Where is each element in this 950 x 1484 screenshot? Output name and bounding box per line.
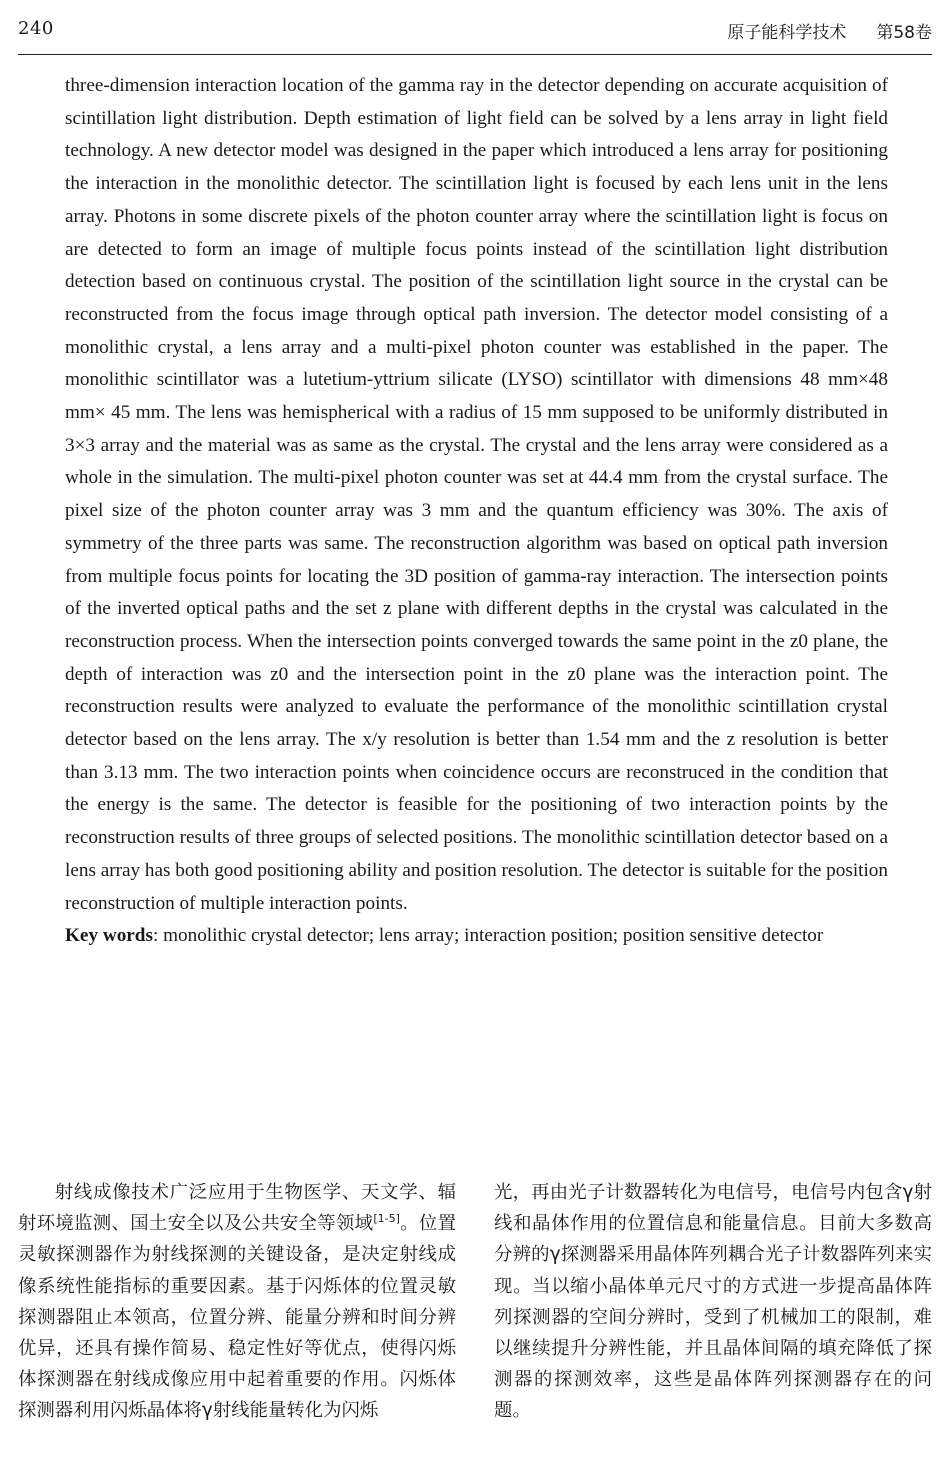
keywords-list: monolithic crystal detector; lens array; interaction position; position sensitive detector (163, 925, 824, 947)
body-columns (18, 1177, 932, 1427)
journal-title (727, 18, 932, 43)
keywords-line (65, 920, 888, 953)
intro-paragraph-continued: 光，再由光子计数器转化为电信号，电信号内包含γ射线和晶体作用的位置信息和能量信息。目前大多数高分辨的γ探测器采用晶体阵列耦合光子计数器阵列来实现。当以缩小晶体单元尺寸的方式进一步提高晶体阵列探测器的空间分辨时，受到了机械加工的限制，难以继续提升分辨性能，并且晶体间隔的填充降低了探测器的探测效率，这些是晶体阵列探测器存在的问题。 (494, 1182, 932, 1422)
keywords-label: Key words (65, 925, 153, 947)
journal-volume: 第58卷 (876, 23, 932, 43)
right-column (494, 1177, 932, 1427)
citation-reference: [1-5] (373, 1212, 400, 1226)
abstract-body: three-dimension interaction location of the gamma ray in the detector depending on accurate acquisition of scintillation light distribution. Depth estimation of light field can be solved by a lens array in light field technology. A new detector model was designed in the paper which introduced a lens array for positioning the interaction in the monolithic detector. The scintillation light is focused by each lens unit in the lens array. Photons in some discrete pixels of the photon counter array where the scintillation light is focus on are detected to form an image of multiple focus points instead of the scintillation light distribution detection based on continuous crystal. The position of the scintillation light source in the crystal can be reconstructed from the focus image through optical path inversion. The detector model consisting of a monolithic crystal, a lens array and a multi-pixel photon counter was established in the paper. The monolithic scintillator was a lutetium-yttrium silicate (LYSO) scintillator with dimensions 48 mm×48 mm× 45 mm. The lens was hemispherical with a radius of 15 mm supposed to be uniformly distributed in 3×3 array and the material was as same as the crystal. The crystal and the lens array were considered as a whole in the simulation. The multi-pixel photon counter was set at 44.4 mm from the crystal surface. The pixel size of the photon counter array was 3 mm and the quantum efficiency was 30%. The axis of symmetry of the three parts was same. The reconstruction algorithm was based on optical path inversion from multiple focus points for locating the 3D position of gamma-ray interaction. The intersection points of the inverted optical paths and the set z plane with different depths in the crystal was calculated in the reconstruction process. When the intersection points converged towards the same point in the z0 plane, the depth of interaction was z0 and the intersection point in the z0 plane was the interaction point. The reconstruction results were analyzed to evaluate the performance of the monolithic scintillation crystal detector based on the lens array. The x/y resolution is better than 1.54 mm and the z resolution is better than 3.13 mm. The two interaction points when coincidence occurs are reconstruced in the condition that the energy is the same. The detector is feasible for the positioning of two interaction points by the reconstruction results of three groups of selected positions. The monolithic scintillation detector based on a lens array has both good positioning ability and position resolution. The detector is suitable for the position reconstruction of multiple interaction points. (65, 75, 888, 914)
left-column (18, 1177, 456, 1427)
english-abstract (65, 70, 888, 953)
intro-text-part1: 射线成像技术广泛应用于生物医学、天文学、辐射环境监测、国土安全以及公共安全等领域 (18, 1182, 456, 1235)
running-header (18, 14, 932, 55)
journal-name: 原子能科学技术 (727, 23, 847, 43)
keywords-separator: : (152, 925, 159, 947)
page-number: 240 (18, 18, 54, 39)
intro-paragraph (18, 1177, 456, 1427)
intro-text-part2: 。位置灵敏探测器作为射线探测的关键设备，是决定射线成像系统性能指标的重要因素。基于闪烁体的位置灵敏探测器阻止本领高，位置分辨、能量分辨和时间分辨优异，还具有操作简易、稳定性好等优点，使得闪烁体探测器在射线成像应用中起着重要的作用。闪烁体探测器利用闪烁晶体将γ射线能量转化为闪烁 (18, 1213, 456, 1422)
